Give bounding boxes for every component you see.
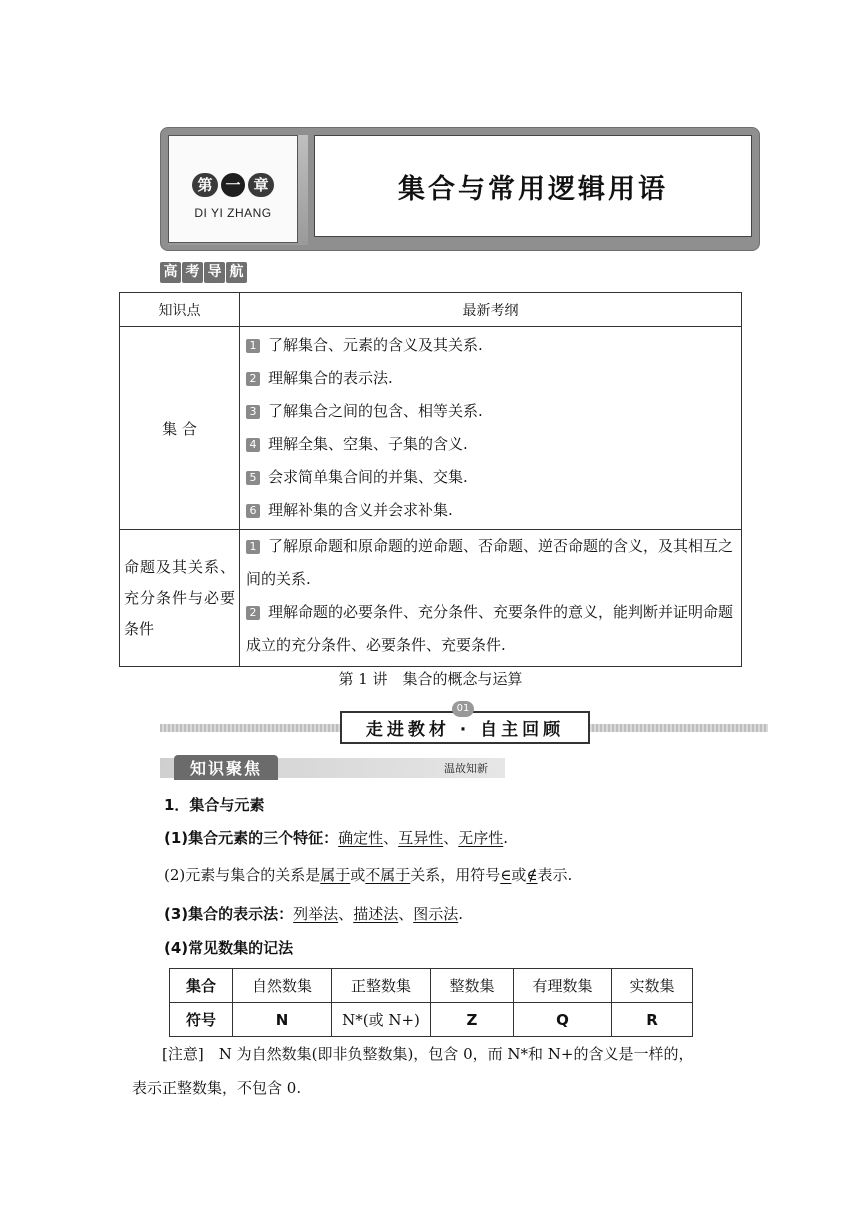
answer-text: 描述法 <box>353 905 399 923</box>
chapter-badge-char-1: 第 <box>192 173 218 197</box>
chapter-title: 集合与常用逻辑用语 <box>398 173 668 205</box>
number-badge: 4 <box>246 438 260 452</box>
table-cell: 整数集 <box>431 969 514 1003</box>
paragraph-characteristics <box>164 828 508 848</box>
list-item <box>246 494 735 527</box>
separator: 、 <box>338 905 354 923</box>
answer-text: 确定性 <box>338 829 384 847</box>
answer-text: 不属于 <box>365 866 411 884</box>
note-line-1: [注意] N 为自然数集(即非负整数集)，包含 0，而 N*和 N+的含义是一样的， <box>162 1045 694 1063</box>
topic-cell <box>120 530 240 667</box>
header-knowledge-point: 知识点 <box>120 293 240 327</box>
lecture-title: 第 1 讲 集合的概念与运算 <box>338 670 523 688</box>
table-row <box>120 530 742 667</box>
symbol-not-in: ∉ <box>526 866 538 884</box>
chapter-badge <box>188 172 278 198</box>
answer-text: 属于 <box>320 866 351 884</box>
table-cell: 实数集 <box>612 969 693 1003</box>
table-row <box>170 969 693 1003</box>
answer-text: 图示法 <box>413 905 459 923</box>
number-badge: 3 <box>246 405 260 419</box>
chapter-badge-char-3: 章 <box>248 173 274 197</box>
paragraph-number-sets: (4)常见数集的记法 <box>164 939 294 957</box>
table-cell: 自然数集 <box>233 969 332 1003</box>
number-badge: 2 <box>246 372 260 386</box>
table-cell: 有理数集 <box>514 969 612 1003</box>
focus-title: 知识聚焦 <box>189 759 262 778</box>
paragraph-relation <box>164 865 572 885</box>
topic-cell <box>120 327 240 530</box>
table-cell: N*(或 N+) <box>332 1003 431 1037</box>
item-text: 了解集合之间的包含、相等关系. <box>268 402 483 420</box>
section-tag-gaokao-daohang <box>160 262 247 283</box>
symbol-in: ∈ <box>500 866 512 884</box>
item-text: 理解全集、空集、子集的含义. <box>268 435 468 453</box>
separator: 、 <box>398 905 414 923</box>
focus-tab <box>174 755 278 780</box>
answer-text: 无序性 <box>458 829 504 847</box>
period: . <box>503 829 509 847</box>
section-tag-char: 航 <box>226 262 247 283</box>
list-item <box>246 596 735 662</box>
number-badge: 2 <box>246 606 260 620</box>
list-item <box>246 329 735 362</box>
para-text: (2)元素与集合的关系是 <box>164 866 321 884</box>
note-line-2: 表示正整数集，不包含 0. <box>132 1079 302 1097</box>
number-badge: 6 <box>246 504 260 518</box>
table-cell: Z <box>431 1003 514 1037</box>
table-row <box>120 327 742 530</box>
table-cell: 正整数集 <box>332 969 431 1003</box>
paragraph-representation <box>164 904 463 924</box>
table-cell: R <box>612 1003 693 1037</box>
section-tag-char: 考 <box>182 262 203 283</box>
list-item <box>246 461 735 494</box>
separator: 、 <box>443 829 459 847</box>
answer-text: 列举法 <box>293 905 339 923</box>
chapter-pinyin: DI YI ZHANG <box>194 206 272 220</box>
para-text: 或 <box>350 866 366 884</box>
number-badge: 1 <box>246 540 260 554</box>
item-text: 会求简单集合间的并集、交集. <box>268 468 468 486</box>
topic-label: 命题及其关系、充分条件与必要条件 <box>124 557 235 638</box>
para-text: 表示. <box>537 866 573 884</box>
table-cell: Q <box>514 1003 612 1037</box>
section-number: 01 <box>452 701 474 717</box>
table-row <box>170 1003 693 1037</box>
section-title: 走进教材 · 自主回顾 <box>365 720 565 740</box>
section-tag-char: 高 <box>160 262 181 283</box>
table-cell: N <box>233 1003 332 1037</box>
table-header-row <box>120 293 742 327</box>
period: . <box>458 905 464 923</box>
number-badge: 5 <box>246 471 260 485</box>
table-cell: 集合 <box>170 969 233 1003</box>
chapter-badge-char-2: 一 <box>221 173 245 197</box>
answer-text: 互异性 <box>398 829 444 847</box>
list-item <box>246 428 735 461</box>
chapter-title-panel <box>314 135 752 237</box>
outline-table <box>119 292 742 667</box>
list-item <box>246 530 735 596</box>
syllabus-cell <box>240 530 742 667</box>
item-text: 了解原命题和原命题的逆命题、否命题、逆否命题的含义，及其相互之间的关系. <box>246 537 734 588</box>
syllabus-cell <box>240 327 742 530</box>
para-label: (3)集合的表示法： <box>164 905 294 923</box>
header-syllabus: 最新考纲 <box>240 293 742 327</box>
para-label: (1)集合元素的三个特征： <box>164 829 339 847</box>
item-text: 理解补集的含义并会求补集. <box>268 501 453 519</box>
para-text: 或 <box>511 866 527 884</box>
focus-subtitle: 温故知新 <box>444 762 488 775</box>
heading-sets-and-elements: 1．集合与元素 <box>164 796 265 814</box>
number-set-table <box>169 968 693 1037</box>
separator: 、 <box>383 829 399 847</box>
topic-label: 集 合 <box>162 419 197 438</box>
item-text: 理解命题的必要条件、充分条件、充要条件的意义，能判断并证明命题成立的充分条件、必要条件、充要条件. <box>246 603 734 654</box>
number-badge: 1 <box>246 339 260 353</box>
list-item <box>246 362 735 395</box>
section-tag-char: 导 <box>204 262 225 283</box>
item-text: 了解集合、元素的含义及其关系. <box>268 336 483 354</box>
item-text: 理解集合的表示法. <box>268 369 393 387</box>
list-item <box>246 395 735 428</box>
para-text: 关系，用符号 <box>410 866 501 884</box>
table-cell: 符号 <box>170 1003 233 1037</box>
